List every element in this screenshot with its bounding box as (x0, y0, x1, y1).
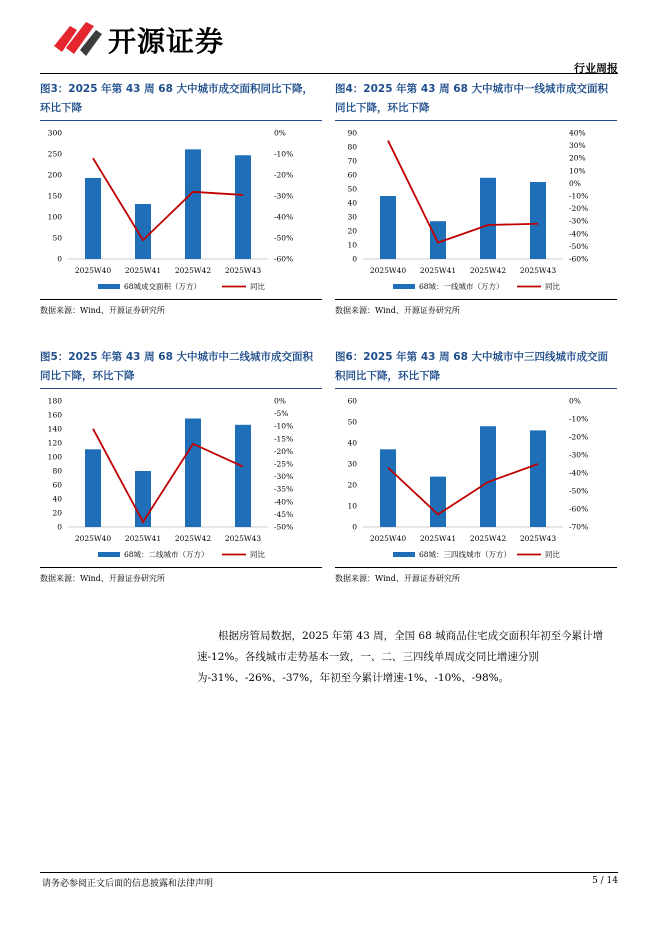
legend-bar-label: 68城：一线城市（万方） (419, 282, 504, 291)
bar (480, 426, 496, 527)
y-left-tick-label: 90 (347, 128, 357, 138)
chart (335, 389, 617, 567)
bar (530, 430, 546, 527)
chart-svg (335, 121, 617, 299)
chart-svg (40, 121, 322, 299)
figure-3 (40, 80, 322, 316)
y-left-tick-label: 70 (347, 156, 357, 166)
legend-bar-swatch (98, 284, 120, 289)
x-tick-label: 2025W42 (469, 534, 507, 543)
x-tick-label: 2025W43 (224, 266, 262, 275)
yoy-line (93, 158, 243, 240)
x-tick-label: 2025W42 (174, 266, 212, 275)
x-tick-label: 2025W41 (419, 266, 457, 275)
y-right-tick-label: -40% (569, 229, 589, 239)
y-right-tick-label: -35% (274, 484, 294, 494)
bar (85, 178, 101, 259)
figure-6 (335, 348, 617, 584)
legend-bar-swatch (393, 552, 415, 557)
figure-4 (335, 80, 617, 316)
bar (235, 425, 251, 527)
legend-bar-swatch (98, 552, 120, 557)
y-left-tick-label: 60 (347, 396, 357, 406)
company-name: 开源证券 (108, 25, 225, 58)
y-right-tick-label: -25% (274, 459, 294, 469)
chart (40, 389, 322, 567)
y-right-tick-label: -15% (274, 434, 294, 444)
yoy-line (388, 141, 538, 243)
x-tick-label: 2025W41 (124, 266, 162, 275)
header-divider (40, 73, 618, 74)
y-left-tick-label: 80 (347, 142, 357, 152)
y-right-tick-label: 0% (274, 396, 286, 406)
y-right-tick-label: -20% (569, 204, 589, 214)
y-left-tick-label: 0 (352, 254, 357, 264)
y-right-tick-label: -60% (274, 254, 294, 264)
y-right-tick-label: -45% (274, 509, 294, 519)
x-tick-label: 2025W43 (519, 266, 557, 275)
y-right-tick-label: -30% (274, 472, 294, 482)
y-right-tick-label: 40% (569, 128, 586, 138)
y-left-tick-label: 0 (57, 522, 62, 532)
bar (85, 449, 101, 527)
y-left-tick-label: 20 (347, 480, 357, 490)
x-tick-label: 2025W41 (419, 534, 457, 543)
legend-bar-label: 68城：二线城市（万方） (124, 550, 209, 559)
company-logo (50, 16, 106, 60)
x-tick-label: 2025W43 (224, 534, 262, 543)
chart (335, 121, 617, 299)
y-right-tick-label: -50% (569, 241, 589, 251)
y-right-tick-label: -20% (569, 432, 589, 442)
figure-source: 数据来源：Wind、开源证券研究所 (40, 574, 165, 583)
x-tick-label: 2025W40 (74, 534, 112, 543)
x-tick-label: 2025W42 (174, 534, 212, 543)
y-right-tick-label: 0% (569, 396, 581, 406)
y-left-tick-label: 50 (347, 184, 357, 194)
y-left-tick-label: 20 (347, 226, 357, 236)
page-number: 5 / 14 (592, 876, 618, 886)
y-right-tick-label: -40% (569, 468, 589, 478)
y-left-tick-label: 50 (347, 417, 357, 427)
y-right-tick-label: -50% (569, 486, 589, 496)
bar (430, 477, 446, 527)
y-right-tick-label: -60% (569, 504, 589, 514)
chart-svg (40, 389, 322, 567)
y-right-tick-label: -70% (569, 522, 589, 532)
y-right-tick-label: 0% (274, 128, 286, 138)
y-right-tick-label: -5% (274, 409, 289, 419)
y-left-tick-label: 100 (47, 452, 62, 462)
bar (530, 182, 546, 259)
figure-bottom-rule (40, 299, 322, 300)
y-right-tick-label: -10% (569, 414, 589, 424)
legend-line-label: 同比 (545, 282, 560, 291)
y-left-tick-label: 150 (47, 191, 62, 201)
y-right-tick-label: 30% (569, 141, 586, 151)
y-right-tick-label: -40% (274, 497, 294, 507)
bar (235, 155, 251, 259)
bar (380, 196, 396, 259)
figure-bottom-rule (335, 567, 617, 568)
figure-5 (40, 348, 322, 584)
y-left-tick-label: 30 (347, 459, 357, 469)
legend-bar-swatch (393, 284, 415, 289)
y-left-tick-label: 10 (347, 240, 357, 250)
legend-line-label: 同比 (250, 550, 265, 559)
y-left-tick-label: 100 (47, 212, 62, 222)
y-left-tick-label: 200 (47, 170, 62, 180)
y-right-tick-label: 0% (569, 178, 581, 188)
figure-source: 数据来源：Wind、开源证券研究所 (40, 306, 165, 315)
y-left-tick-label: 60 (52, 480, 62, 490)
figure-bottom-rule (335, 299, 617, 300)
y-left-tick-label: 80 (52, 466, 62, 476)
yoy-line (93, 429, 243, 522)
bar (185, 149, 201, 259)
legend-bar-label: 68城：三四线城市（万方） (419, 550, 512, 559)
bar (185, 419, 201, 528)
y-right-tick-label: -10% (274, 149, 294, 159)
y-left-tick-label: 160 (47, 410, 62, 420)
footer-divider (40, 872, 618, 873)
y-left-tick-label: 40 (347, 198, 357, 208)
y-left-tick-label: 10 (347, 501, 357, 511)
x-tick-label: 2025W40 (369, 266, 407, 275)
figure-bottom-rule (40, 567, 322, 568)
y-left-tick-label: 0 (352, 522, 357, 532)
figure-source: 数据来源：Wind、开源证券研究所 (335, 306, 460, 315)
legend-line-label: 同比 (545, 550, 560, 559)
x-tick-label: 2025W40 (369, 534, 407, 543)
bar (135, 471, 151, 527)
yoy-line (388, 464, 538, 514)
y-right-tick-label: 10% (569, 166, 586, 176)
y-left-tick-label: 50 (52, 233, 62, 243)
y-right-tick-label: 20% (569, 153, 586, 163)
y-left-tick-label: 60 (347, 170, 357, 180)
y-right-tick-label: -50% (274, 522, 294, 532)
footer-disclaimer: 请务必参阅正文后面的信息披露和法律声明 (42, 879, 214, 889)
chart-svg (335, 389, 617, 567)
y-left-tick-label: 20 (52, 508, 62, 518)
y-right-tick-label: -30% (569, 450, 589, 460)
figure-title: 图3：2025 年第 43 周 68 大中城市成交面积同比下降，环比下降 (40, 80, 322, 121)
y-left-tick-label: 300 (47, 128, 62, 138)
figure-title: 图5：2025 年第 43 周 68 大中城市中二线城市成交面积同比下降，环比下降 (40, 348, 322, 389)
y-left-tick-label: 250 (47, 149, 62, 159)
legend-line-label: 同比 (250, 282, 265, 291)
x-tick-label: 2025W40 (74, 266, 112, 275)
x-tick-label: 2025W42 (469, 266, 507, 275)
y-left-tick-label: 40 (347, 438, 357, 448)
bar (380, 449, 396, 527)
legend-bar-label: 68城成交面积（万方） (124, 282, 202, 291)
y-right-tick-label: -50% (274, 233, 294, 243)
figure-title: 图6：2025 年第 43 周 68 大中城市中三四线城市成交面积同比下降，环比下降 (335, 348, 617, 389)
y-right-tick-label: -30% (569, 216, 589, 226)
bar (480, 178, 496, 259)
y-left-tick-label: 120 (47, 438, 62, 448)
figure-source: 数据来源：Wind、开源证券研究所 (335, 574, 460, 583)
figure-title: 图4：2025 年第 43 周 68 大中城市中一线城市成交面积同比下降，环比下降 (335, 80, 617, 121)
y-left-tick-label: 40 (52, 494, 62, 504)
y-right-tick-label: -60% (569, 254, 589, 264)
x-tick-label: 2025W41 (124, 534, 162, 543)
y-left-tick-label: 140 (47, 424, 62, 434)
y-left-tick-label: 180 (47, 396, 62, 406)
y-right-tick-label: -10% (274, 421, 294, 431)
x-tick-label: 2025W43 (519, 534, 557, 543)
body-paragraph: 根据房管局数据，2025 年第 43 周，全国 68 城商品住宅成交面积年初至今累计增速-12%。各线城市走势基本一致，一、二、三四线单周成交同比增速分别为-31%、-26%、-37%，年初至今累计增速-1%、-10%、-98%。 (197, 630, 604, 684)
report-type: 行业周报 (574, 62, 618, 75)
y-right-tick-label: -30% (274, 191, 294, 201)
y-right-tick-label: -10% (569, 191, 589, 201)
y-left-tick-label: 30 (347, 212, 357, 222)
chart (40, 121, 322, 299)
y-left-tick-label: 0 (57, 254, 62, 264)
y-right-tick-label: -20% (274, 446, 294, 456)
y-right-tick-label: -40% (274, 212, 294, 222)
y-right-tick-label: -20% (274, 170, 294, 180)
